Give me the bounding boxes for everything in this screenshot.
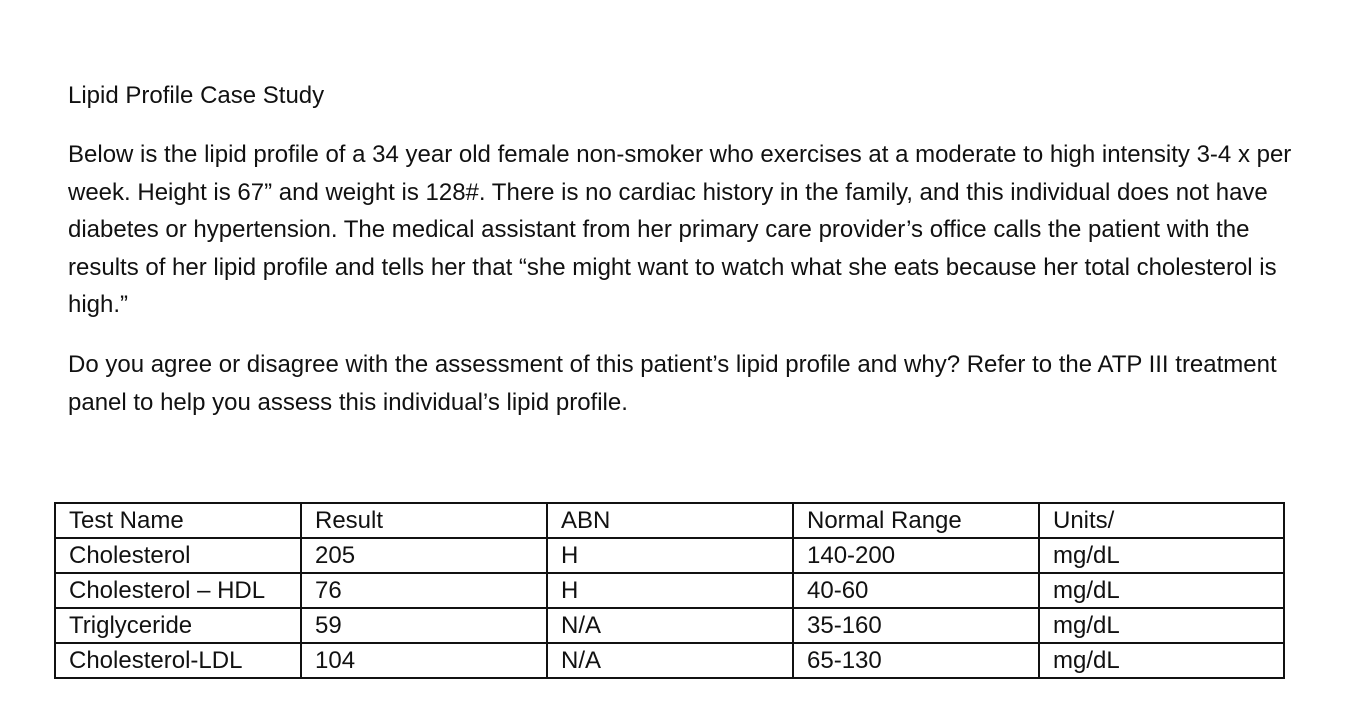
cell-units: mg/dL <box>1039 608 1284 643</box>
cell-test-name: Triglyceride <box>55 608 301 643</box>
table-row <box>55 643 1284 678</box>
cell-result: 59 <box>301 608 547 643</box>
cell-abn: N/A <box>547 608 793 643</box>
header-normal-range: Normal Range <box>793 503 1039 538</box>
header-abn: ABN <box>547 503 793 538</box>
cell-result: 76 <box>301 573 547 608</box>
cell-normal-range: 40-60 <box>793 573 1039 608</box>
cell-abn: H <box>547 573 793 608</box>
table-row <box>55 608 1284 643</box>
cell-normal-range: 65-130 <box>793 643 1039 678</box>
cell-test-name: Cholesterol <box>55 538 301 573</box>
cell-test-name: Cholesterol – HDL <box>55 573 301 608</box>
header-result: Result <box>301 503 547 538</box>
header-test-name: Test Name <box>55 503 301 538</box>
lipid-results-table <box>54 502 1285 679</box>
cell-normal-range: 35-160 <box>793 608 1039 643</box>
case-description-paragraph: Below is the lipid profile of a 34 year old female non-smoker who exercises at a moderate to high intensity 3-4 x per week. Height is 67” and weight is 128#. There is no cardiac history in the family, and this individual does not have diabetes or hypertension. The medical assistant from her primary care provider’s office calls the patient with the results of her lipid profile and tells her that “she might want to watch what she eats because her total cholesterol is high.” <box>68 141 1292 319</box>
table-header-row <box>55 503 1284 538</box>
cell-normal-range: 140-200 <box>793 538 1039 573</box>
table-row <box>55 538 1284 573</box>
cell-units: mg/dL <box>1039 573 1284 608</box>
document-title: Lipid Profile Case Study <box>68 82 325 109</box>
question-paragraph: Do you agree or disagree with the assessment of this patient’s lipid profile and why? Refer to the ATP III treatment panel to help you assess this individual’s lipid profile. <box>68 351 1277 416</box>
table-row <box>55 573 1284 608</box>
cell-abn: N/A <box>547 643 793 678</box>
cell-result: 205 <box>301 538 547 573</box>
cell-test-name: Cholesterol-LDL <box>55 643 301 678</box>
cell-abn: H <box>547 538 793 573</box>
cell-units: mg/dL <box>1039 538 1284 573</box>
cell-result: 104 <box>301 643 547 678</box>
header-units: Units/ <box>1039 503 1284 538</box>
cell-units: mg/dL <box>1039 643 1284 678</box>
